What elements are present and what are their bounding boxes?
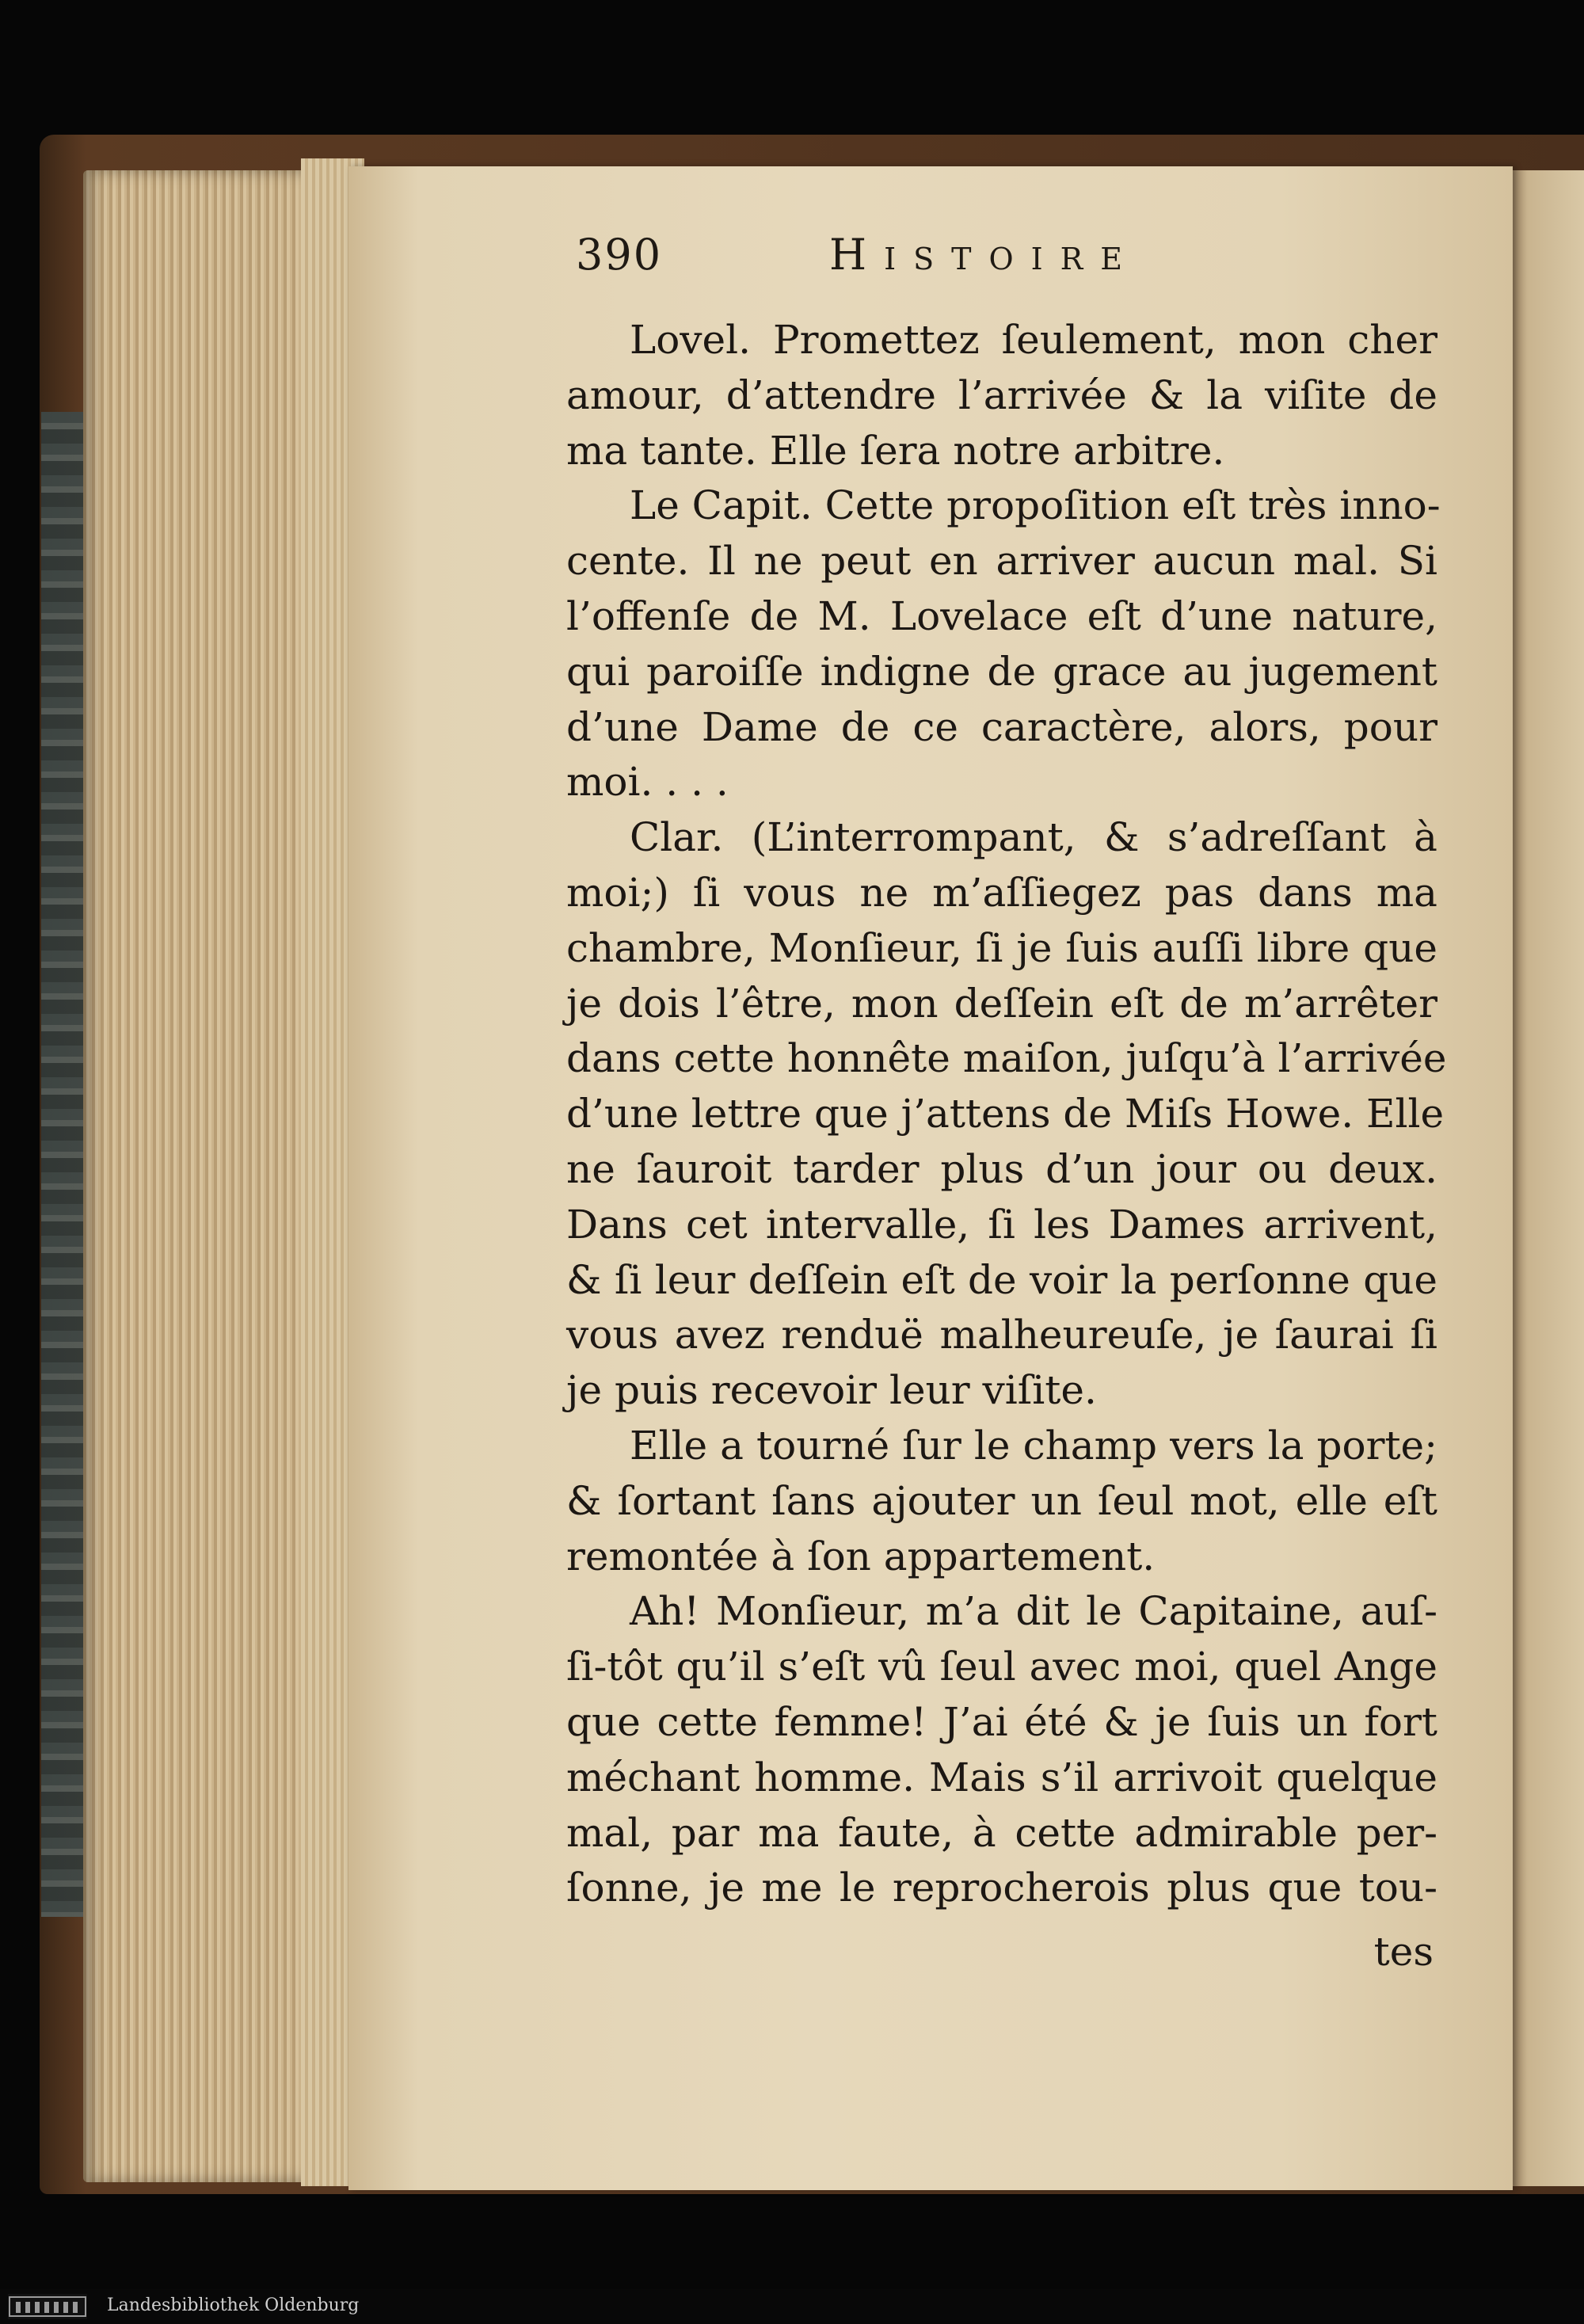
text-line: vous avez renduë malheureuſe, je ſaurai ſi xyxy=(566,1312,1437,1358)
text-line: moi. . . . xyxy=(566,759,729,806)
text-line: l’offenſe de M. Lovelace eſt d’une nature, xyxy=(566,592,1437,639)
text-line: ſonne, je me le reprocherois plus que tou- xyxy=(566,1865,1437,1911)
text-line: qui paroiſſe indigne de grace au jugement xyxy=(566,648,1437,695)
text-line: Clar. (L’interrompant, & s’adreſſant à xyxy=(630,814,1437,861)
text-line: remontée à ſon appartement. xyxy=(566,1533,1156,1579)
text-line: cente. Il ne peut en arriver aucun mal. Si xyxy=(566,538,1437,585)
text-line: ſi-tôt qu’il s’eſt vû ſeul avec moi, quel Ange xyxy=(566,1644,1437,1690)
text-line: dans cette honnête maiſon, juſqu’à l’arrivée xyxy=(566,1035,1447,1082)
text-line: ne ſauroit tarder plus d’un jour ou deux. xyxy=(566,1145,1437,1192)
text-line: je puis recevoir leur viſite. xyxy=(566,1367,1097,1414)
body-text xyxy=(566,313,1447,1960)
text-line: méchant homme. Mais s’il arrivoit quelque xyxy=(566,1754,1437,1800)
text-line: Ah! Monſieur, m’a dit le Capitaine, auſ- xyxy=(630,1588,1437,1635)
catchword: tes xyxy=(1373,1929,1434,1975)
library-logo-icon xyxy=(8,2294,87,2319)
page-header xyxy=(576,230,1209,293)
text-line: Lovel. Promettez ſeulement, mon cher xyxy=(630,317,1437,363)
text-line: ma tante. Elle ſera notre arbitre. xyxy=(566,427,1225,474)
text-line: que cette femme! J’ai été & je ſuis un fort xyxy=(566,1698,1437,1745)
text-line: Le Capit. Cette propoſition eſt très inno- xyxy=(630,482,1441,529)
text-line: amour, d’attendre l’arrivée & la viſite de xyxy=(566,371,1437,418)
facing-page-edge xyxy=(1509,170,1584,2186)
running-title: Histoire xyxy=(829,230,1140,280)
page-number: 390 xyxy=(576,230,663,280)
text-line: Elle a tourné ſur le champ vers la porte; xyxy=(630,1422,1437,1469)
text-line: Dans cet intervalle, ſi les Dames arrivent, xyxy=(566,1201,1437,1248)
text-line: chambre, Monſieur, ſi je ſuis auſſi libre que xyxy=(566,924,1437,971)
text-line: moi;) ſi vous ne m’aſſiegez pas dans ma xyxy=(566,869,1437,916)
text-line: mal, par ma faute, à cette admirable per- xyxy=(566,1809,1437,1856)
text-line: & ſortant ſans ajouter un ſeul mot, elle eſt xyxy=(566,1477,1437,1524)
marbled-cover-texture xyxy=(41,412,85,1917)
text-line: d’une lettre que j’attens de Miſs Howe. Elle xyxy=(566,1091,1445,1137)
text-line: je dois l’être, mon deſſein eſt de m’arrêter xyxy=(566,980,1437,1027)
library-name: Landesbibliothek Oldenburg xyxy=(107,2295,360,2315)
text-line: & ſi leur deſſein eſt de voir la perſonne que xyxy=(566,1256,1437,1303)
text-line: d’une Dame de ce caractère, alors, pour xyxy=(566,703,1437,750)
